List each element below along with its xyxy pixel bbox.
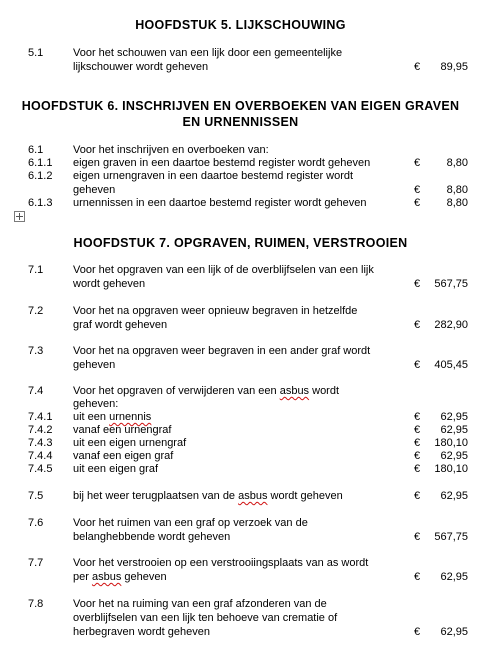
item-number: 6.1.2 <box>28 170 53 182</box>
item-description: Voor het na opgraven weer begraven in een ander graf wordt <box>73 345 371 357</box>
item-description: Voor het opgraven of verwijderen van een asbus wordt <box>73 385 340 397</box>
currency-symbol: € <box>414 626 421 638</box>
chapter-6-heading-cont: EN URNENNISSEN <box>182 115 299 129</box>
item-description: Voor het opgraven van een lijk of de overblijfselen van een lijk <box>73 264 374 276</box>
item-amount: 567,75 <box>434 278 468 290</box>
item-amount: 8,80 <box>446 197 468 209</box>
item-number: 7.4.4 <box>28 450 53 462</box>
item-description: bij het weer terugplaatsen van de asbus wordt geheven <box>73 490 343 502</box>
item-amount: 62,95 <box>440 450 468 462</box>
item-description: Voor het na ruiming van een graf afzonderen van de <box>73 598 327 610</box>
chapter-5-heading: HOOFDSTUK 5. LIJKSCHOUWING <box>135 18 346 32</box>
item-number: 7.4.5 <box>28 463 53 475</box>
item-number: 7.2 <box>28 305 44 317</box>
item-number: 5.1 <box>28 47 44 59</box>
item-number: 6.1 <box>28 144 44 156</box>
item-amount: 62,95 <box>440 571 468 583</box>
item-description: Voor het ruimen van een graf op verzoek van de <box>73 517 308 529</box>
item-amount: 62,95 <box>440 490 468 502</box>
item-amount: 89,95 <box>440 61 468 73</box>
item-amount: 8,80 <box>446 184 468 196</box>
item-number: 7.8 <box>28 598 44 610</box>
chapter-6-heading: HOOFDSTUK 6. INSCHRIJVEN EN OVERBOEKEN VAN EIGEN GRAVEN <box>21 99 460 113</box>
item-amount: 8,80 <box>446 157 468 169</box>
item-amount: 405,45 <box>434 359 468 371</box>
currency-symbol: € <box>414 463 421 475</box>
item-amount: 282,90 <box>434 319 468 331</box>
item-description: geheven <box>73 184 116 196</box>
currency-symbol: € <box>414 571 421 583</box>
currency-symbol: € <box>414 531 421 543</box>
currency-symbol: € <box>414 157 421 169</box>
item-amount: 62,95 <box>440 626 468 638</box>
currency-symbol: € <box>414 197 421 209</box>
item-amount: 180,10 <box>434 437 468 449</box>
item-description: urnennissen in een daartoe bestemd register wordt geheven <box>73 197 367 209</box>
item-amount: 180,10 <box>434 463 468 475</box>
item-description: graf wordt geheven <box>73 319 168 331</box>
item-number: 6.1.3 <box>28 197 53 209</box>
item-number: 6.1.1 <box>28 157 53 169</box>
currency-symbol: € <box>414 278 421 290</box>
item-number: 7.5 <box>28 490 44 502</box>
item-description: vanaf een eigen graf <box>73 450 174 462</box>
currency-symbol: € <box>414 319 421 331</box>
item-description: belanghebbende wordt geheven <box>73 531 231 543</box>
item-description: Voor het verstrooien op een verstrooiingsplaats van as wordt <box>73 557 369 569</box>
item-description: lijkschouwer wordt geheven <box>73 61 209 73</box>
currency-symbol: € <box>414 359 421 371</box>
table-move-handle-icon[interactable] <box>14 211 25 222</box>
currency-symbol: € <box>414 437 421 449</box>
item-number: 7.4 <box>28 385 44 397</box>
item-description: per asbus geheven <box>73 571 167 583</box>
item-number: 7.3 <box>28 345 44 357</box>
item-description: Voor het schouwen van een lijk door een gemeentelijke <box>73 47 343 59</box>
item-number: 7.4.3 <box>28 437 53 449</box>
item-description: geheven: <box>73 398 119 410</box>
currency-symbol: € <box>414 450 421 462</box>
item-description: overblijfselen van een lijk ten behoeve van crematie of <box>73 612 338 624</box>
item-number: 7.6 <box>28 517 44 529</box>
item-description: herbegraven wordt geheven <box>73 626 210 638</box>
item-amount: 62,95 <box>440 424 468 436</box>
item-description: wordt geheven <box>73 278 146 290</box>
currency-symbol: € <box>414 424 421 436</box>
item-description: uit een urnennis <box>73 411 152 423</box>
item-amount: 62,95 <box>440 411 468 423</box>
currency-symbol: € <box>414 61 421 73</box>
chapter-7-heading: HOOFDSTUK 7. OPGRAVEN, RUIMEN, VERSTROOIEN <box>73 236 408 250</box>
item-number: 7.1 <box>28 264 44 276</box>
item-description: uit een eigen graf <box>73 463 159 475</box>
item-description: Voor het inschrijven en overboeken van: <box>73 144 269 156</box>
currency-symbol: € <box>414 411 421 423</box>
item-description: eigen urnengraven in een daartoe bestemd register wordt <box>73 170 354 182</box>
currency-symbol: € <box>414 490 421 502</box>
item-description: eigen graven in een daartoe bestemd register wordt geheven <box>73 157 371 169</box>
item-description: uit een eigen urnengraf <box>73 437 187 449</box>
item-description: Voor het na opgraven weer opnieuw begraven in hetzelfde <box>73 305 358 317</box>
item-amount: 567,75 <box>434 531 468 543</box>
item-number: 7.7 <box>28 557 44 569</box>
item-description: vanaf een urnengraf <box>73 424 172 436</box>
item-number: 7.4.2 <box>28 424 53 436</box>
item-description: geheven <box>73 359 116 371</box>
item-number: 7.4.1 <box>28 411 53 423</box>
currency-symbol: € <box>414 184 421 196</box>
